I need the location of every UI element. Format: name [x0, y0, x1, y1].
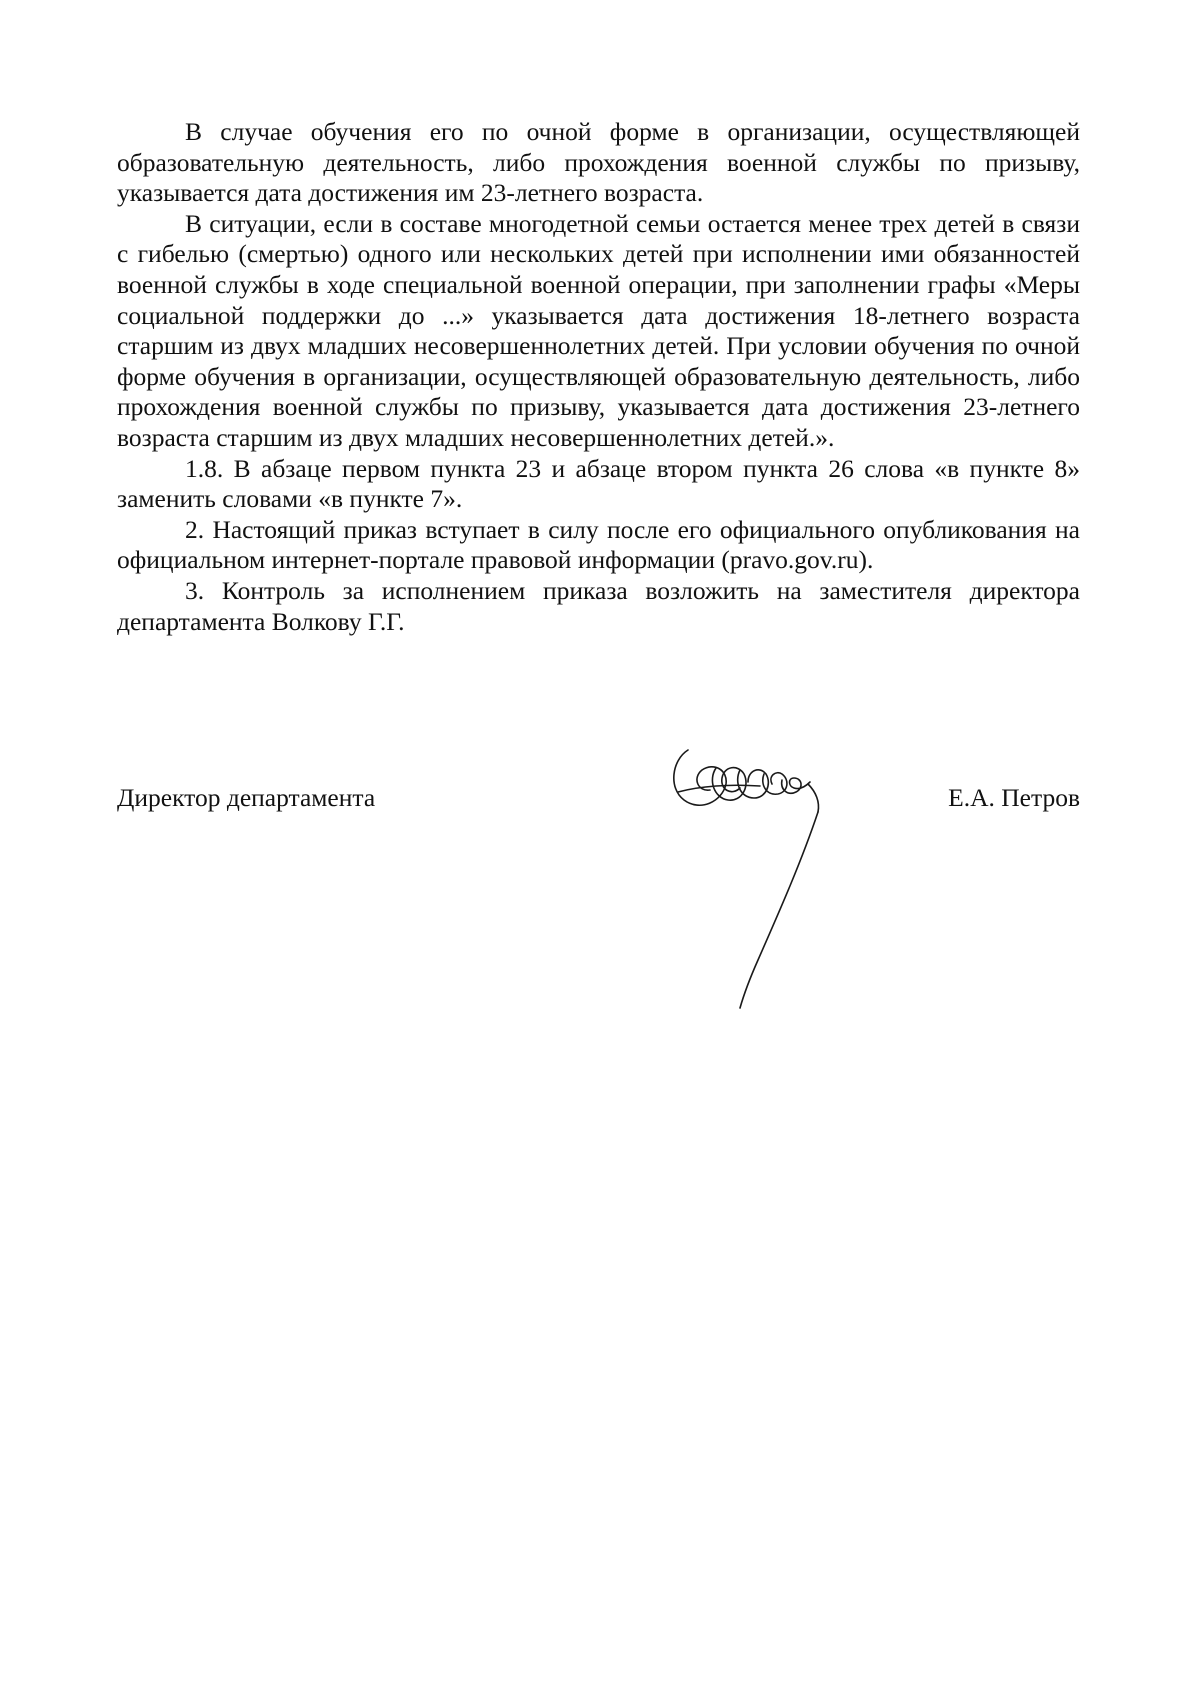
signatory-position: Директор департамента: [117, 783, 376, 812]
signatory-name: Е.А. Петров: [948, 783, 1080, 812]
paragraph-item-1-8: 1.8. В абзаце первом пункта 23 и абзаце втором пункта 26 слова «в пункте 8» заменить словами «в пункте 7».: [117, 453, 1080, 514]
paragraph-item-2: 2. Настоящий приказ вступает в силу после его официального опубликования на официальном интернет-портале правовой информации (pravo.gov.ru).: [117, 514, 1080, 575]
paragraph-education-clause: В случае обучения его по очной форме в организации, осуществляющей образовательную деятельность, либо прохождения военной службы по призыву, указывается дата достижения им 23-летнего возраста.: [117, 117, 1080, 208]
handwritten-signature: [670, 740, 850, 1010]
paragraph-item-3: 3. Контроль за исполнением приказа возложить на заместителя директора департамента Волкову Г.Г.: [117, 575, 1080, 636]
document-body: [117, 117, 1080, 637]
paragraph-large-family-clause: В ситуации, если в составе многодетной семьи остается менее трех детей в связи с гибелью (смертью) одного или нескольких детей при исполнении ими обязанностей военной службы в ходе специальной военной операции, при заполнении графы «Меры социальной поддержки до ...» указывается дата достижения 18-летнего возраста старшим из двух младших несовершеннолетних детей. При условии обучения по очной форме обучения в организации, осуществляющей образовательную деятельность, либо прохождения военной службы по призыву, указывается дата достижения 23-летнего возраста старшим из двух младших несовершеннолетних детей.».: [117, 208, 1080, 452]
